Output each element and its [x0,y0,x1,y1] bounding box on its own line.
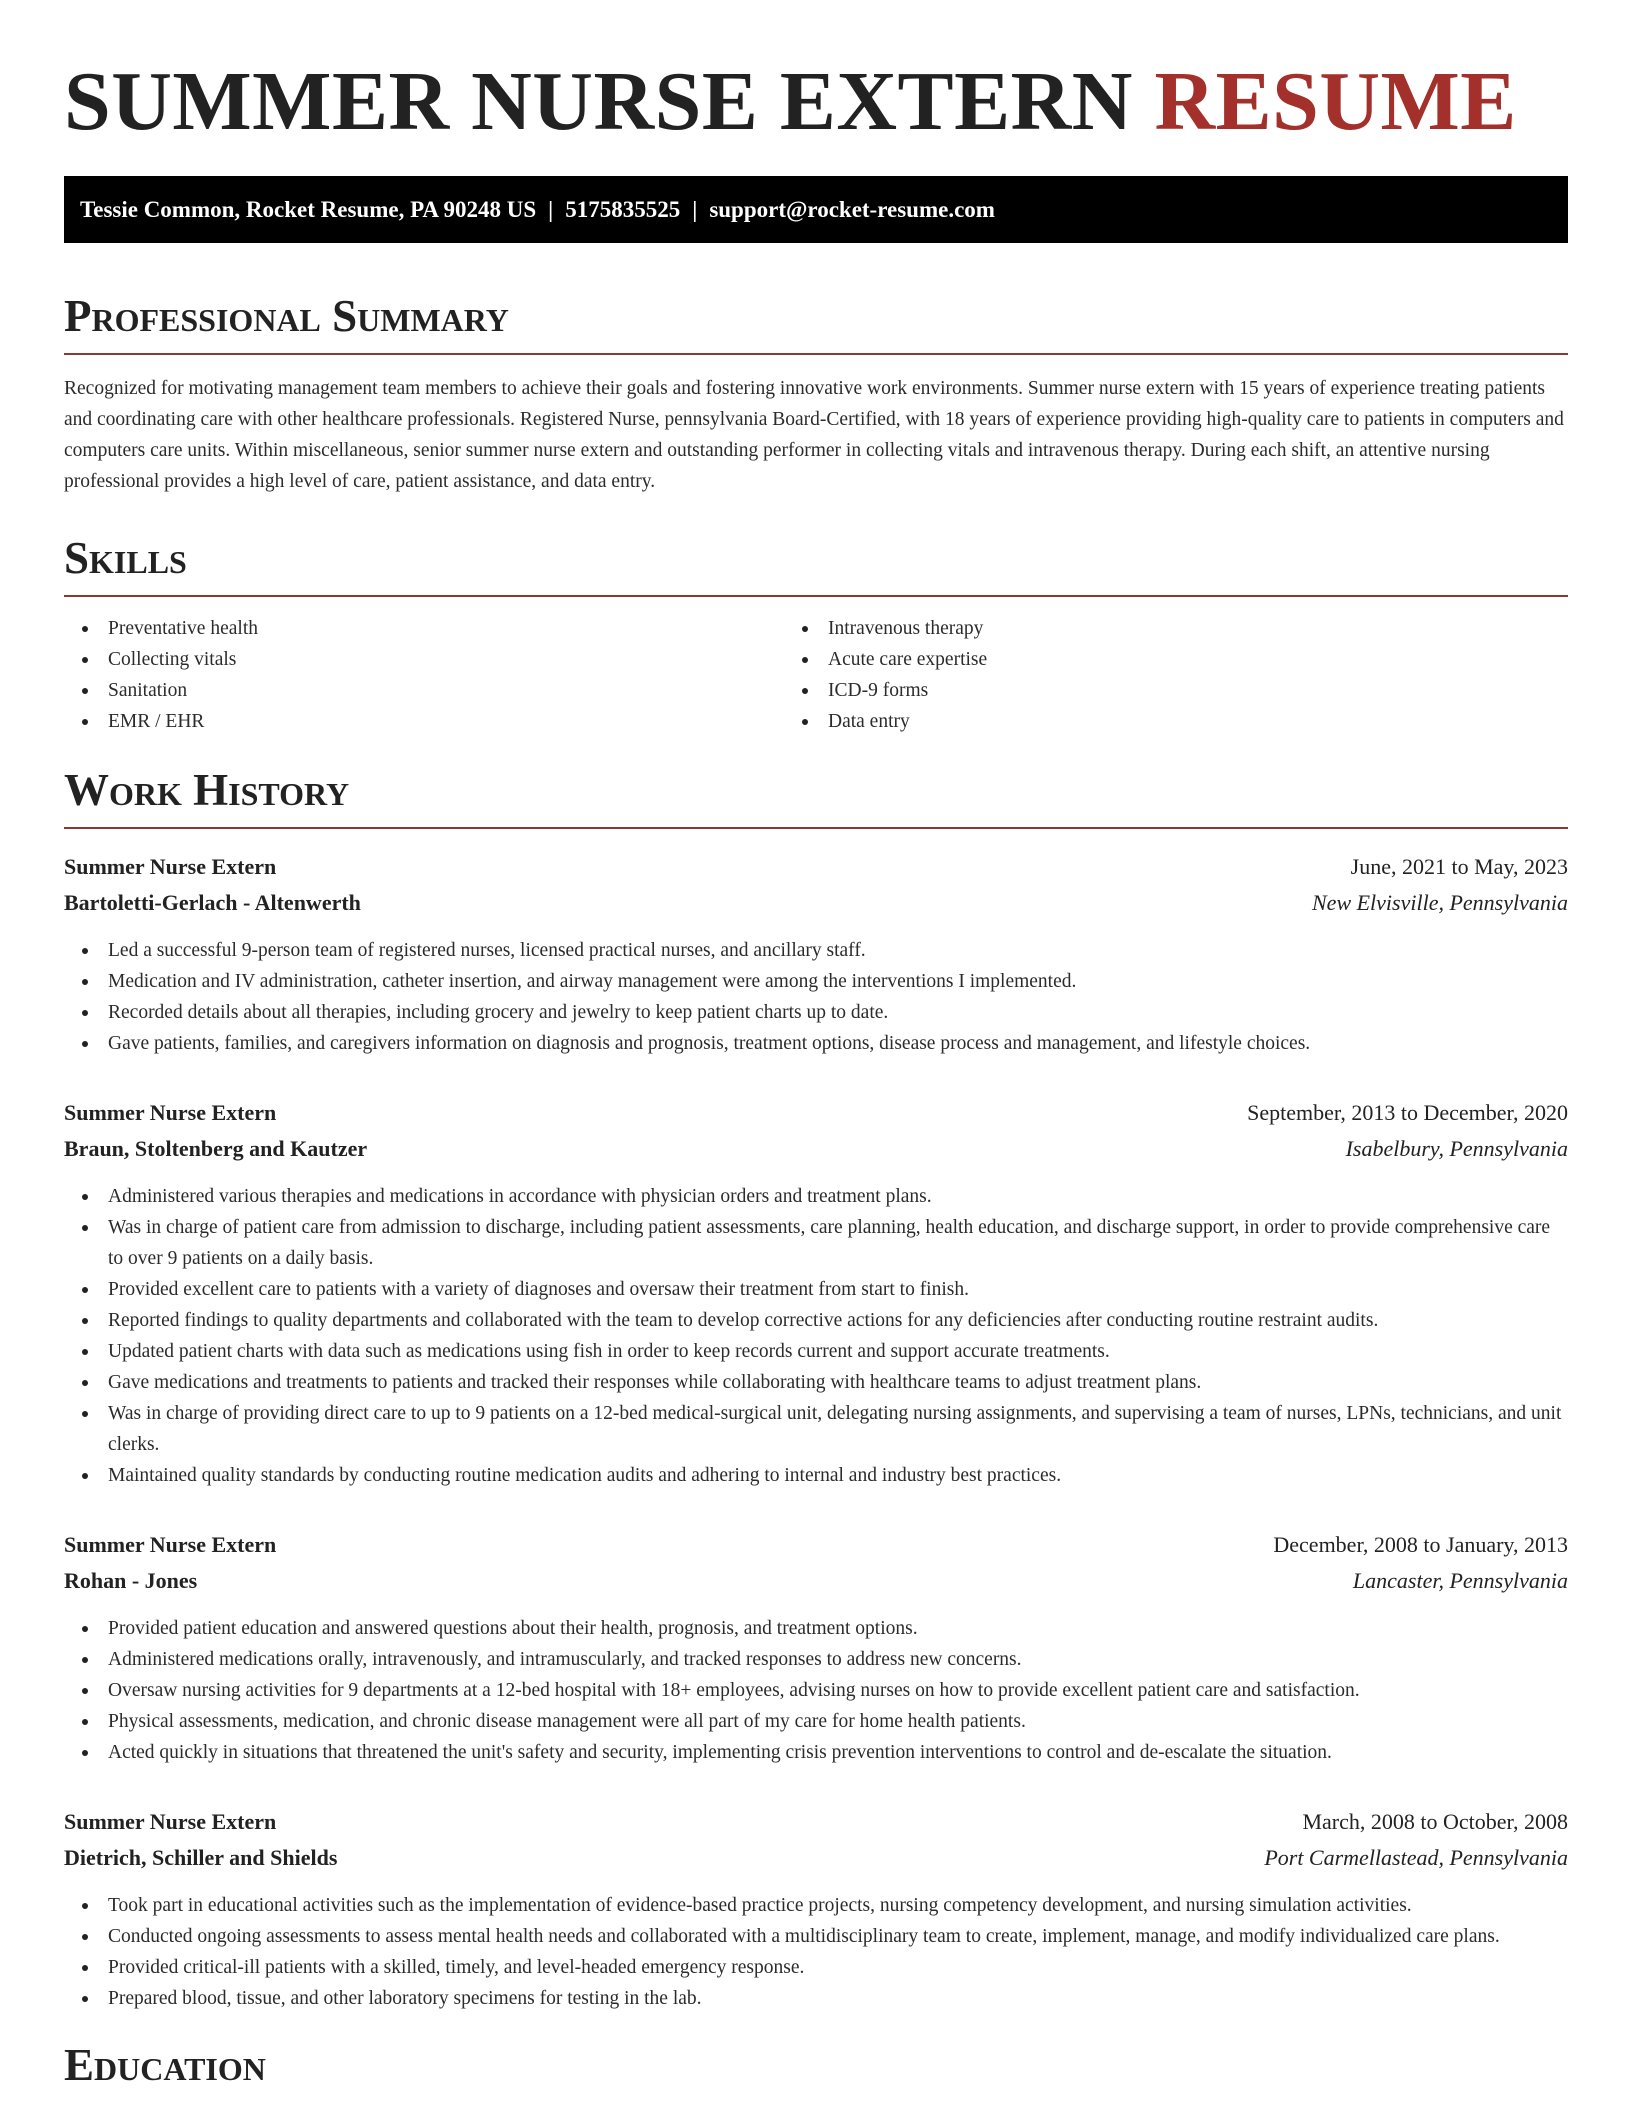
job-bullet: Provided patient education and answered questions about their health, prognosis, and treatment options. [82,1613,1568,1644]
job-bullets [64,1181,1568,1491]
job-header-row [64,1095,1568,1131]
job-dates: September, 2013 to December, 2020 [1247,1100,1568,1125]
job-bullets [64,935,1568,1059]
skill-item: Collecting vitals [82,644,786,675]
contact-separator: | [548,197,554,222]
work-history-heading: Work History [64,765,350,815]
job-bullet: Maintained quality standards by conducting routine medication audits and adhering to internal and industry best practices. [82,1460,1568,1491]
job-bullet: Oversaw nursing activities for 9 departments at a 12-bed hospital with 18+ employees, advising nurses on how to provide excellent patient care and satisfaction. [82,1675,1568,1706]
job-bullet: Was in charge of patient care from admission to discharge, including patient assessments, care planning, health education, and discharge support, in order to provide comprehensive care to over 9 patients on a daily basis. [82,1212,1568,1274]
title-accent: RESUME [1154,55,1517,148]
job-bullet: Took part in educational activities such as the implementation of evidence-based practice projects, nursing competency development, and nursing simulation activities. [82,1890,1568,1921]
job-company: Bartoletti-Gerlach - Altenwerth [64,890,361,915]
contact-separator: | [692,197,698,222]
job-bullet: Conducted ongoing assessments to assess mental health needs and collaborated with a multidisciplinary team to create, implement, manage, and modify individualized care plans. [82,1921,1568,1952]
skills-list [64,613,1568,737]
skill-item: Intravenous therapy [802,613,1508,644]
section-divider [64,353,1568,355]
skills-column-right [786,613,1508,737]
job-bullet: Acted quickly in situations that threatened the unit's safety and security, implementing crisis prevention interventions to control and de-escalate the situation. [82,1737,1568,1768]
skill-item: Sanitation [82,675,786,706]
skills-column-left [64,613,786,737]
skill-item: Preventative health [82,613,786,644]
job-dates: December, 2008 to January, 2013 [1273,1532,1568,1557]
job-bullet: Recorded details about all therapies, including grocery and jewelry to keep patient charts up to date. [82,997,1568,1028]
skill-item: Acute care expertise [802,644,1508,675]
job-bullet: Provided excellent care to patients with a variety of diagnoses and oversaw their treatment from start to finish. [82,1274,1568,1305]
resume-title [64,52,1568,152]
title-main: SUMMER NURSE EXTERN [64,55,1133,148]
job-company-row [64,1563,1568,1599]
job-title: Summer Nurse Extern [64,1532,277,1557]
job-bullet: Medication and IV administration, catheter insertion, and airway management were among the interventions I implemented. [82,966,1568,997]
summary-text: Recognized for motivating management team members to achieve their goals and fostering innovative work environments. Summer nurse extern with 15 years of experience treating patients and coordinating care with other healthcare professionals. Registered Nurse, pennsylvania Board-Certified, with 18 years of experience providing high-quality care to patients in computers and computers care units. Within miscellaneous, senior summer nurse extern and outstanding performer in collecting vitals and intravenous therapy. During each shift, an attentive nursing professional provides a high level of care, patient assistance, and data entry. [64,378,1564,492]
job-bullet: Gave patients, families, and caregivers information on diagnosis and prognosis, treatment options, disease process and management, and lifestyle choices. [82,1028,1568,1059]
job-entry [64,1804,1568,2014]
job-title: Summer Nurse Extern [64,1809,277,1834]
job-company-row [64,885,1568,921]
job-bullet: Physical assessments, medication, and chronic disease management were all part of my care for home health patients. [82,1706,1568,1737]
skills-heading: Skills [64,533,187,583]
job-entry [64,849,1568,1059]
contact-phone: 5175835525 [565,197,681,222]
job-header-row [64,1527,1568,1563]
job-location: Port Carmellastead, Pennsylvania [1264,1845,1568,1870]
job-bullet: Prepared blood, tissue, and other laboratory specimens for testing in the lab. [82,1983,1568,2014]
job-company-row [64,1131,1568,1167]
contact-address: Tessie Common, Rocket Resume, PA 90248 US [80,197,537,222]
job-location: Lancaster, Pennsylvania [1352,1568,1568,1593]
job-bullet: Gave medications and treatments to patients and tracked their responses while collaborating with healthcare teams to adjust treatment plans. [82,1367,1568,1398]
job-title: Summer Nurse Extern [64,854,277,879]
job-title: Summer Nurse Extern [64,1100,277,1125]
job-header-row [64,849,1568,885]
job-bullet: Was in charge of providing direct care to up to 9 patients on a 12-bed medical-surgical unit, delegating nursing assignments, and supervising a team of nurses, LPNs, technicians, and unit clerks. [82,1398,1568,1460]
education-heading: Education [64,2040,266,2090]
contact-email: support@rocket-resume.com [709,197,995,222]
job-entry [64,1095,1568,1491]
job-dates: March, 2008 to October, 2008 [1302,1809,1568,1834]
job-bullets [64,1613,1568,1768]
job-location: New Elvisville, Pennsylvania [1312,890,1568,915]
section-divider [64,827,1568,829]
job-bullet: Reported findings to quality departments and collaborated with the team to develop corrective actions for any deficiencies after conducting routine restraint audits. [82,1305,1568,1336]
job-company: Braun, Stoltenberg and Kautzer [64,1136,368,1161]
contact-bar [64,176,1568,243]
job-company: Rohan - Jones [64,1568,198,1593]
skill-item: Data entry [802,706,1508,737]
job-company-row [64,1840,1568,1876]
job-location: Isabelbury, Pennsylvania [1345,1136,1568,1161]
skill-item: EMR / EHR [82,706,786,737]
section-divider [64,595,1568,597]
job-bullet: Administered various therapies and medications in accordance with physician orders and treatment plans. [82,1181,1568,1212]
job-dates: June, 2021 to May, 2023 [1350,854,1568,879]
job-bullet: Administered medications orally, intravenously, and intramuscularly, and tracked responses to address new concerns. [82,1644,1568,1675]
job-bullet: Led a successful 9-person team of registered nurses, licensed practical nurses, and ancillary staff. [82,935,1568,966]
job-bullet: Provided critical-ill patients with a skilled, timely, and level-headed emergency response. [82,1952,1568,1983]
skill-item: ICD-9 forms [802,675,1508,706]
job-entry [64,1527,1568,1768]
job-header-row [64,1804,1568,1840]
job-company: Dietrich, Schiller and Shields [64,1845,338,1870]
job-bullet: Updated patient charts with data such as medications using fish in order to keep records current and support accurate treatments. [82,1336,1568,1367]
job-bullets [64,1890,1568,2014]
summary-heading: Professional Summary [64,291,509,341]
